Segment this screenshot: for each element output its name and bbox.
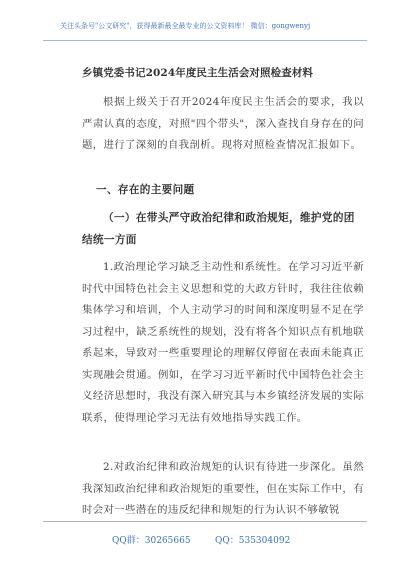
document-title: 乡镇党委书记2024年度民主生活会对照检查材料 bbox=[82, 67, 314, 79]
item-1-paragraph: 1.政治理论学习缺乏主动性和系统性。在学习习近平新时代中国特色社会主义思想和党的大政方针时，我往往依赖集体学习和培训，个人主动学习的时间和深度明显不足在学习过程中，缺乏系统性的规划，没有将各个知识点有机地联系起来，导致对一些重要理论的理解仅停留在表面未能真正实现融会贯通。例如，在学习习近平新时代中国特色社会主义经济思想时，我没有深入研究其与本乡镇经济发展的实际联系，使得理论学习无法有效地指导实践工作。 bbox=[82, 261, 364, 424]
section-heading-problems: 一、存在的主要问题 bbox=[96, 184, 195, 196]
qq-number: QQ：535304092 bbox=[215, 536, 291, 546]
footer bbox=[0, 533, 408, 549]
item-2-paragraph: 2.对政治纪律和政治规矩的认识有待进一步深化。虽然我深知政治纪律和政治规矩的重要性，但在实际工作中，有时会对一些潜在的违反纪律和规矩的行为认识不够敏锐 bbox=[82, 461, 364, 516]
header-divider bbox=[43, 40, 367, 41]
promo-banner: 关注头条号"公文研究"，获得最新最全最专业的公文资料库！ 微信：gongwenyj bbox=[60, 22, 311, 30]
intro-paragraph: 根据上级关于召开2024年度民主生活会的要求，我以严肃认真的态度，对照"四个带头"，深入查找自身存在的问题，进行了深刻的自我剖析。现将对照检查情况汇报如下。 bbox=[82, 96, 364, 151]
footer-divider bbox=[43, 521, 367, 522]
subsection-heading-political-discipline: （一）在带头严守政治纪律和政治规矩，维护党的团结统一方面 bbox=[82, 212, 355, 246]
qq-group-number: QQ群：30265665 bbox=[112, 536, 191, 546]
